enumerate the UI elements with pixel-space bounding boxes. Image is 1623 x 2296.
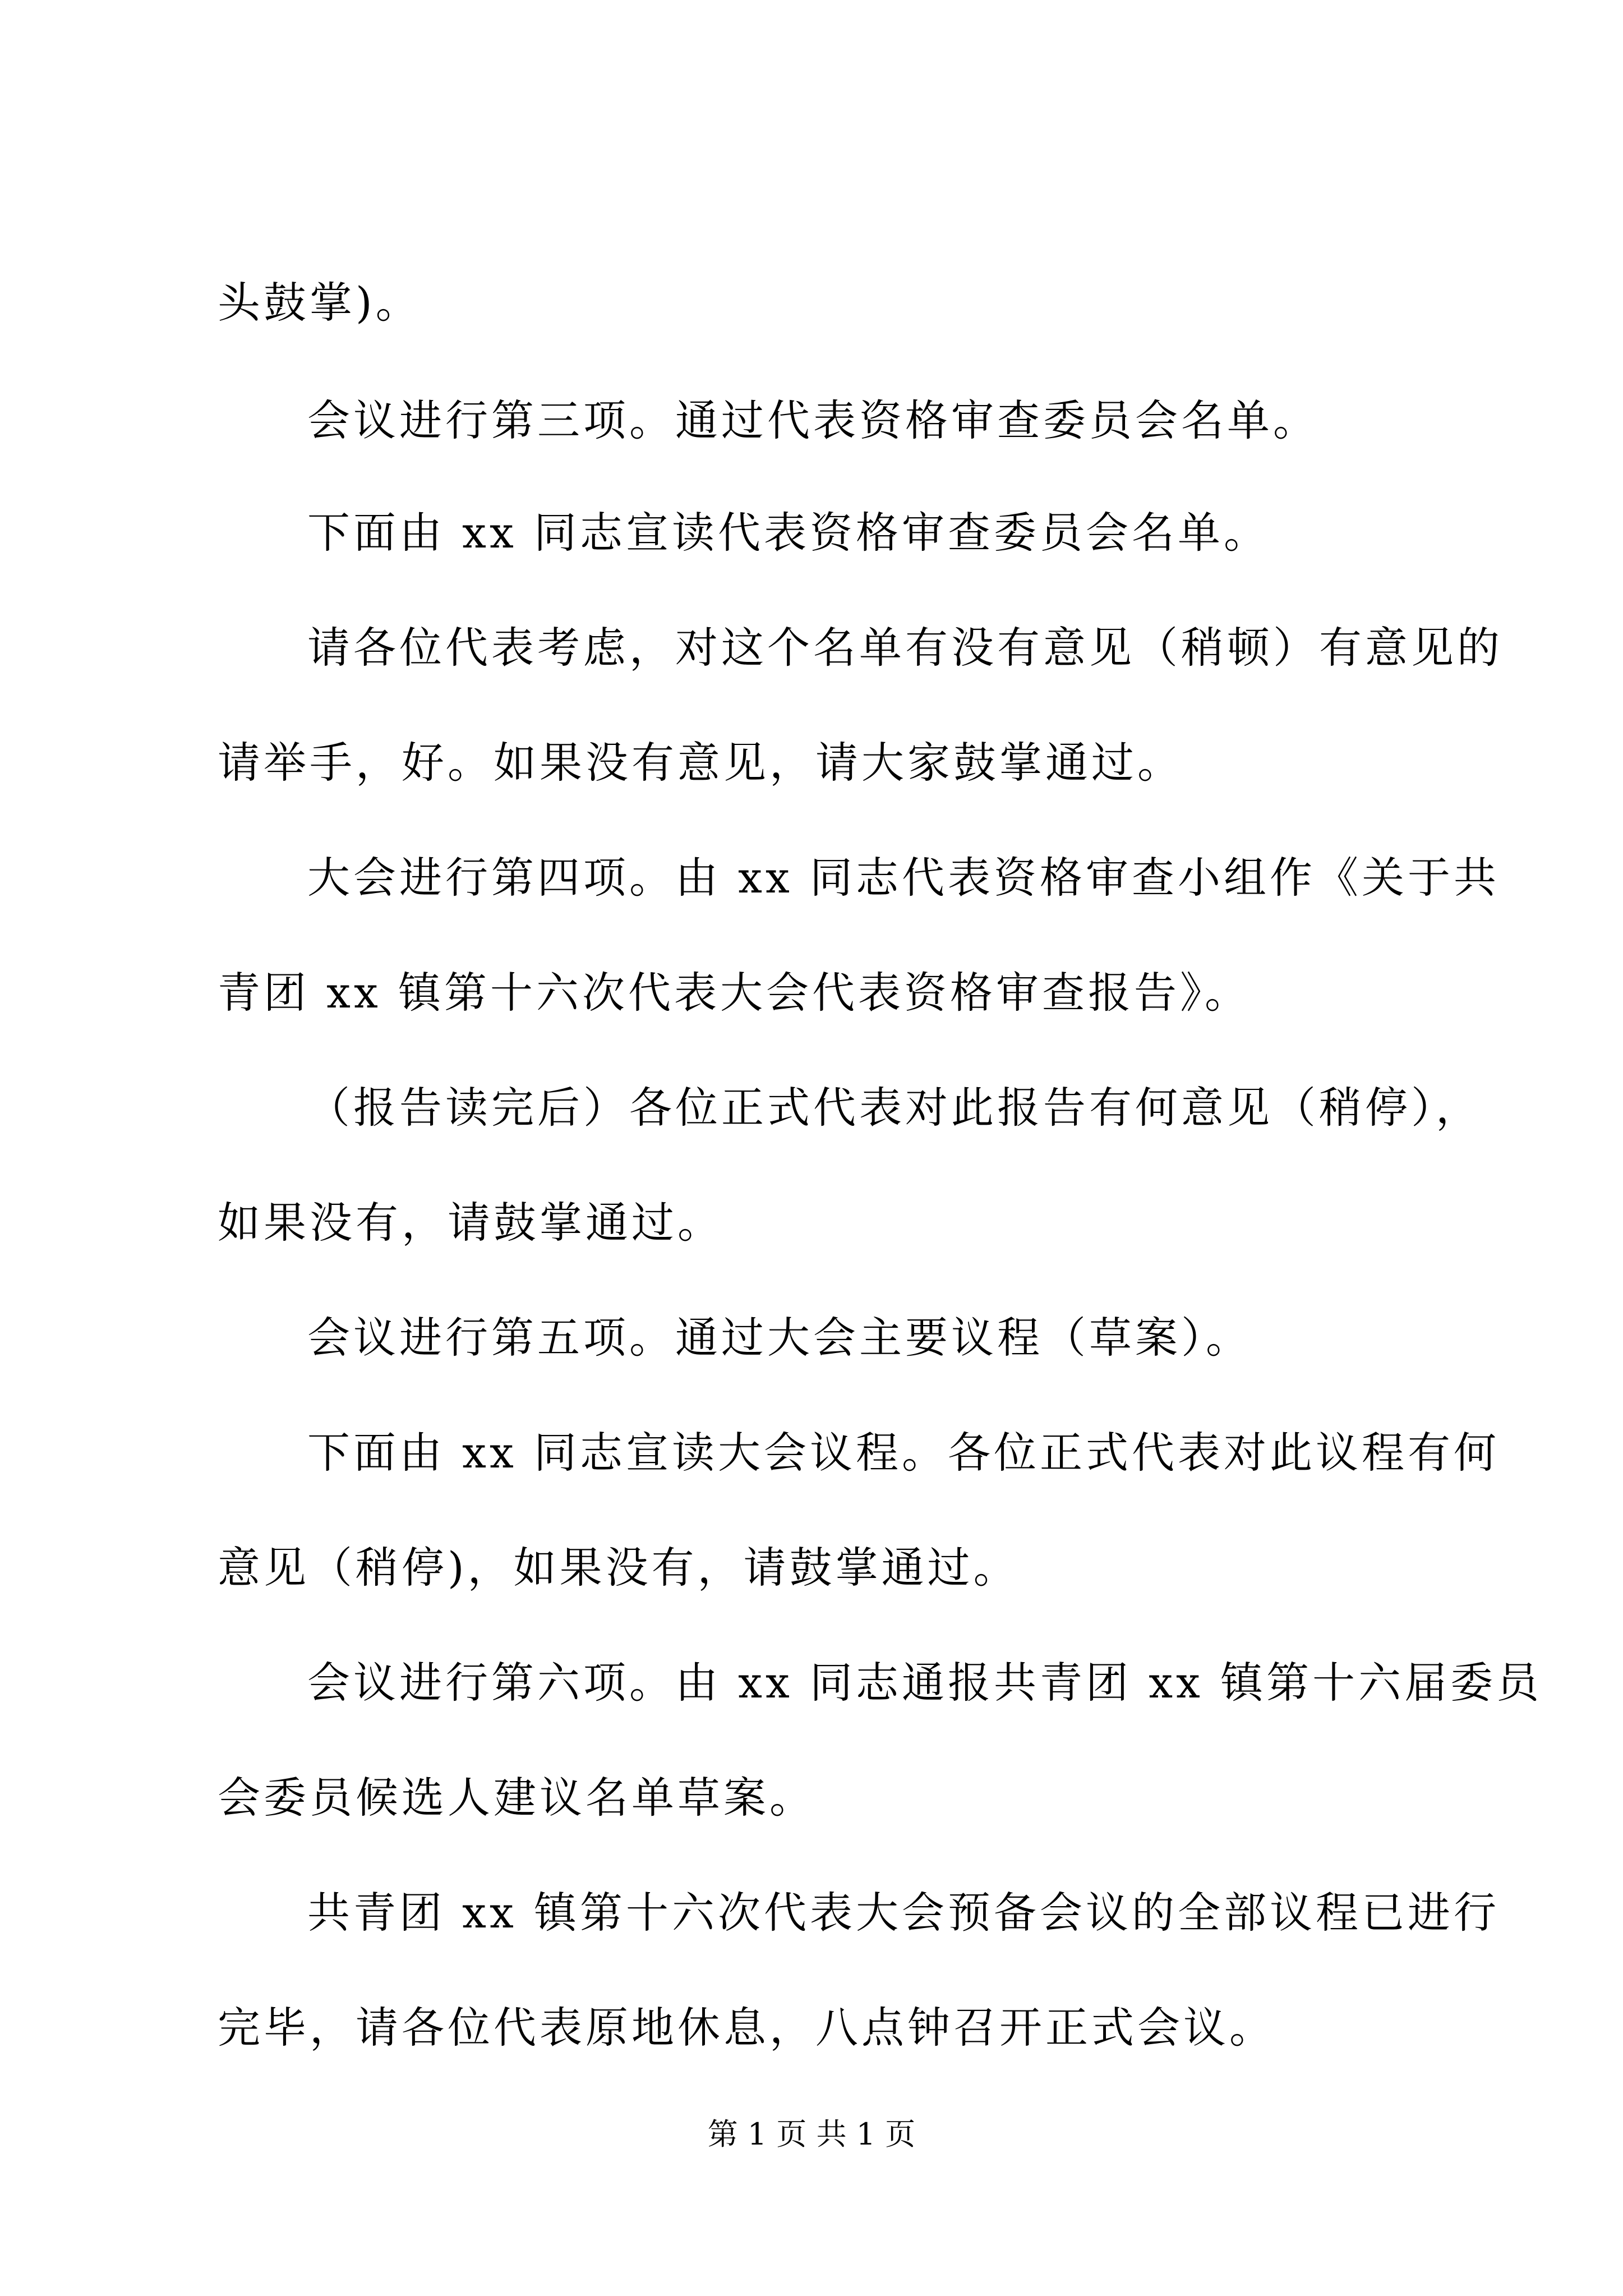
text-line: 下面由 xx 同志宣读代表资格审查委员会名单。 <box>307 508 1270 558</box>
text-line: 请举手，好。如果没有意见，请大家鼓掌通过。 <box>218 738 1183 788</box>
text-line: 会议进行第五项。通过大会主要议程（草案）。 <box>307 1313 1252 1363</box>
text-line: （报告读完后）各位正式代表对此报告有何意见（稍停）， <box>307 1083 1482 1133</box>
text-line: 青团 xx 镇第十六次代表大会代表资格审查报告》。 <box>218 968 1251 1018</box>
text-line: 如果没有，请鼓掌通过。 <box>218 1198 723 1248</box>
text-line: 会议进行第三项。通过代表资格审查委员会名单。 <box>307 395 1319 445</box>
text-line: 会委员候选人建议名单草案。 <box>218 1773 815 1823</box>
text-line: 大会进行第四项。由 xx 同志代表资格审查小组作《关于共 <box>307 853 1500 903</box>
text-line: 头鼓掌)。 <box>218 278 422 328</box>
text-line: 请各位代表考虑，对这个名单有没有意见（稍顿）有意见的 <box>307 623 1503 673</box>
text-line: 共青团 xx 镇第十六次代表大会预备会议的全部议程已进行 <box>307 1888 1500 1938</box>
page-footer: 第 1 页 共 1 页 <box>707 2116 916 2152</box>
text-line: 会议进行第六项。由 xx 同志通报共青团 xx 镇第十六届委员 <box>307 1658 1543 1708</box>
text-line: 下面由 xx 同志宣读大会议程。各位正式代表对此议程有何 <box>307 1428 1500 1478</box>
text-line: 完毕，请各位代表原地休息，八点钟召开正式会议。 <box>218 2003 1275 2053</box>
text-line: 意见（稍停)，如果没有，请鼓掌通过。 <box>218 1543 1020 1593</box>
